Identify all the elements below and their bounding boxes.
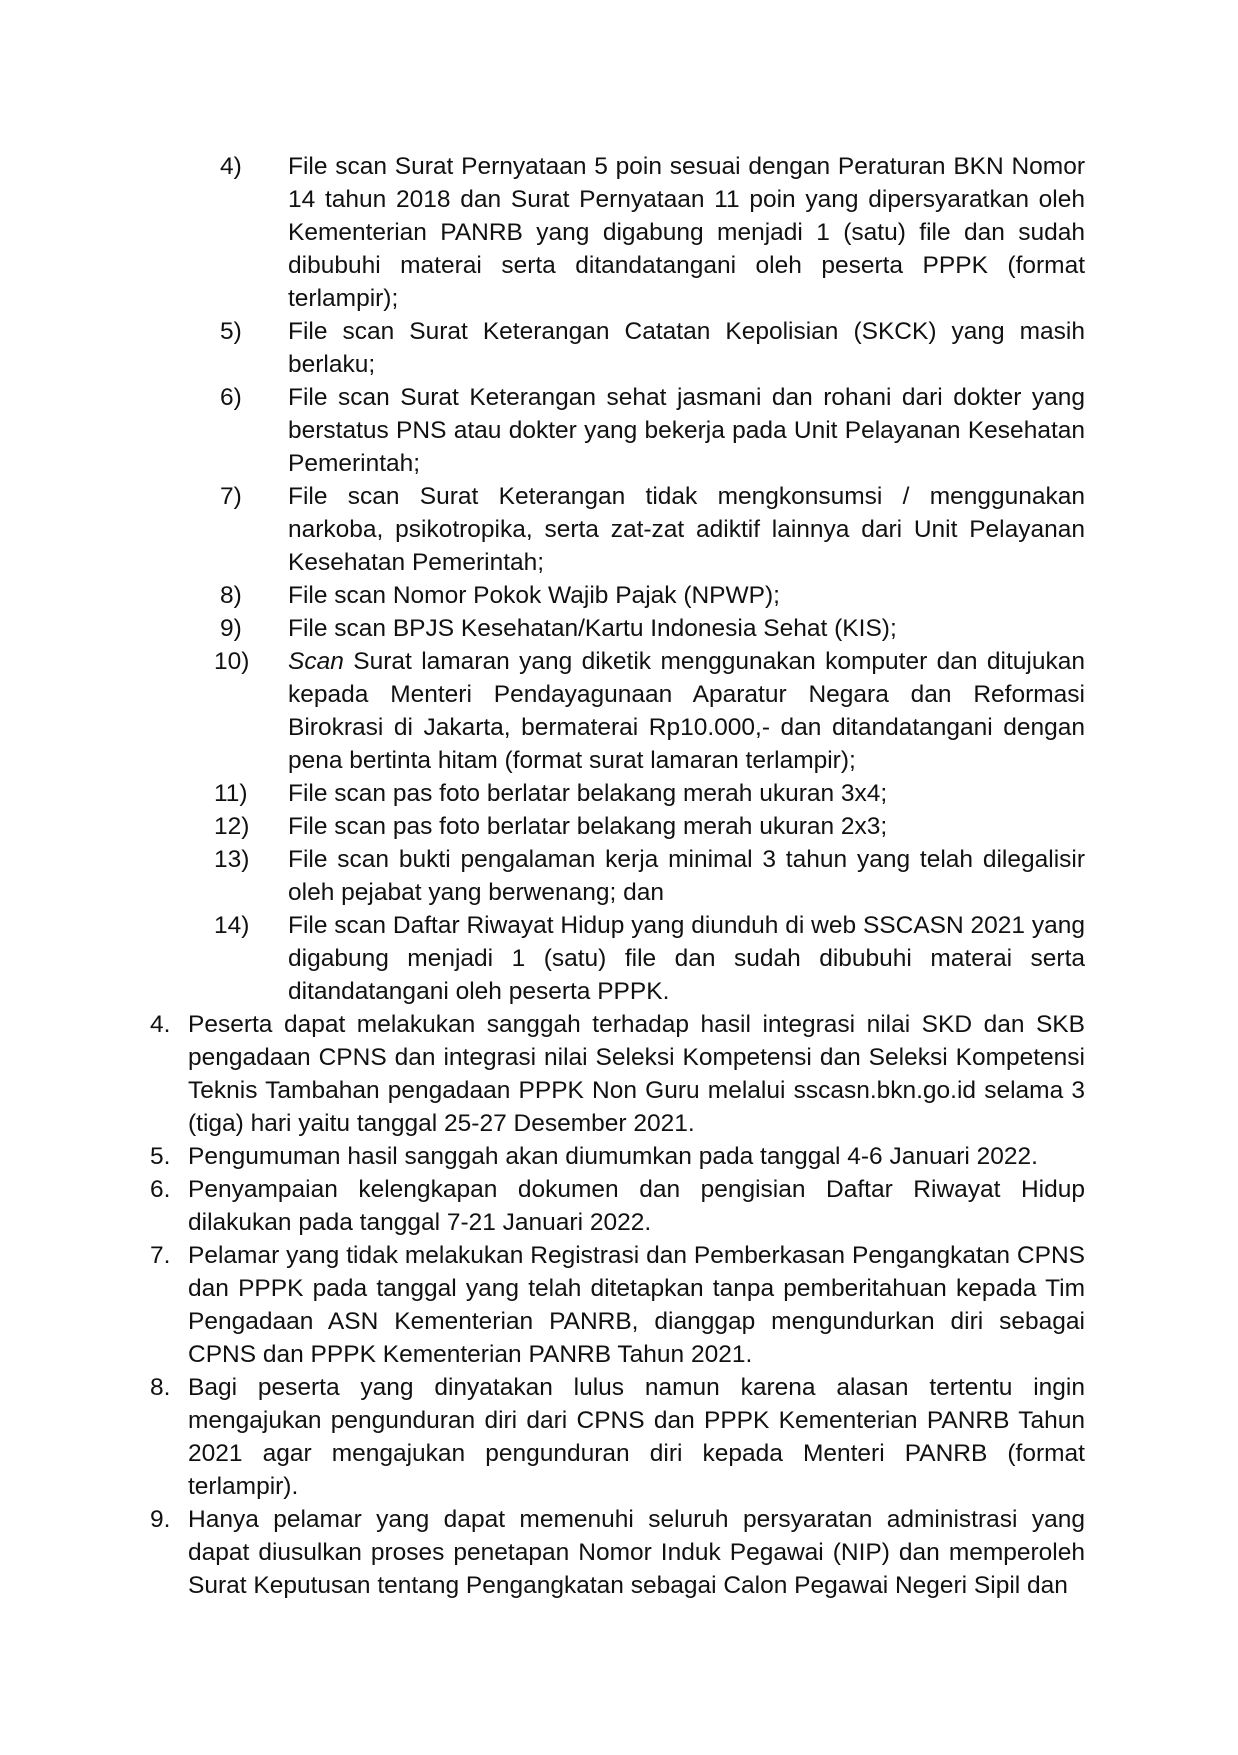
main-item-number: 9. bbox=[150, 1506, 171, 1533]
main-item-text: Pengumuman hasil sanggah akan diumumkan pada tanggal 4-6 Januari 2022. bbox=[188, 1143, 1038, 1170]
sub-item-lead-italic: Scan bbox=[288, 648, 344, 675]
document-body bbox=[150, 150, 1085, 1602]
sub-item-6 bbox=[220, 381, 1085, 480]
main-item-4 bbox=[150, 1008, 1085, 1140]
sub-item-number: 7) bbox=[220, 483, 242, 510]
sub-item-11 bbox=[214, 777, 1085, 810]
sub-item-number: 14) bbox=[214, 912, 250, 939]
main-item-text: Penyampaian kelengkapan dokumen dan pengisian Daftar Riwayat Hidup dilakukan pada tanggal 7-21 Januari 2022. bbox=[188, 1176, 1085, 1236]
sub-item-text: File scan Surat Pernyataan 5 poin sesuai dengan Peraturan BKN Nomor 14 tahun 2018 dan Surat Pernyataan 11 poin yang dipersyaratkan oleh Kementerian PANRB yang digabung menjadi 1 (satu) file dan sudah dibubuhi materai serta ditandatangani oleh peserta PPPK (format terlampir); bbox=[288, 153, 1085, 312]
sub-item-number: 8) bbox=[220, 582, 242, 609]
sub-item-number: 10) bbox=[214, 648, 250, 675]
sub-item-14 bbox=[214, 909, 1085, 1008]
sub-item-text: File scan pas foto berlatar belakang merah ukuran 2x3; bbox=[288, 813, 888, 840]
sub-item-text: File scan BPJS Kesehatan/Kartu Indonesia Sehat (KIS); bbox=[288, 615, 897, 642]
sub-item-text: File scan Daftar Riwayat Hidup yang diunduh di web SSCASN 2021 yang digabung menjadi 1 (satu) file dan sudah dibubuhi materai serta ditandatangani oleh peserta PPPK. bbox=[288, 912, 1085, 1005]
sub-item-7 bbox=[220, 480, 1085, 579]
main-item-number: 8. bbox=[150, 1374, 171, 1401]
sub-item-text: File scan Surat Keterangan tidak mengkonsumsi / menggunakan narkoba, psikotropika, serta zat-zat adiktif lainnya dari Unit Pelayanan Kesehatan Pemerintah; bbox=[288, 483, 1085, 576]
main-item-8 bbox=[150, 1371, 1085, 1503]
sub-item-5 bbox=[220, 315, 1085, 381]
sub-item-number: 5) bbox=[220, 318, 242, 345]
main-item-number: 5. bbox=[150, 1143, 171, 1170]
main-item-text: Peserta dapat melakukan sanggah terhadap hasil integrasi nilai SKD dan SKB pengadaan CPNS dan integrasi nilai Seleksi Kompetensi dan Seleksi Kompetensi Teknis Tambahan pengadaan PPPK Non Guru melalui sscasn.bkn.go.id selama 3 (tiga) hari yaitu tanggal 25-27 Desember 2021. bbox=[188, 1011, 1085, 1137]
sub-item-number: 13) bbox=[214, 846, 250, 873]
sub-item-4 bbox=[220, 150, 1085, 315]
main-item-9 bbox=[150, 1503, 1085, 1602]
sub-item-number: 6) bbox=[220, 384, 242, 411]
main-item-number: 4. bbox=[150, 1011, 171, 1038]
main-item-7 bbox=[150, 1239, 1085, 1371]
sub-item-text: File scan pas foto berlatar belakang merah ukuran 3x4; bbox=[288, 780, 888, 807]
sub-item-text: File scan Surat Keterangan Catatan Kepolisian (SKCK) yang masih berlaku; bbox=[288, 318, 1085, 378]
sub-item-10 bbox=[214, 645, 1085, 777]
main-item-text: Pelamar yang tidak melakukan Registrasi dan Pemberkasan Pengangkatan CPNS dan PPPK pada tanggal yang telah ditetapkan tanpa pemberitahuan kepada Tim Pengadaan ASN Kementerian PANRB, dianggap mengundurkan diri sebagai CPNS dan PPPK Kementerian PANRB Tahun 2021. bbox=[188, 1242, 1085, 1368]
main-item-text: Hanya pelamar yang dapat memenuhi seluruh persyaratan administrasi yang dapat diusulkan proses penetapan Nomor Induk Pegawai (NIP) dan memperoleh Surat Keputusan tentang Pengangkatan sebagai Calon Pegawai Negeri Sipil dan bbox=[188, 1506, 1085, 1599]
main-item-5 bbox=[150, 1140, 1085, 1173]
sub-item-number: 4) bbox=[220, 153, 242, 180]
main-numbered-list bbox=[150, 1008, 1085, 1602]
main-item-number: 6. bbox=[150, 1176, 171, 1203]
main-item-6 bbox=[150, 1173, 1085, 1239]
sub-item-number: 9) bbox=[220, 615, 242, 642]
sub-item-number: 11) bbox=[214, 780, 248, 807]
sub-item-12 bbox=[214, 810, 1085, 843]
main-item-number: 7. bbox=[150, 1242, 171, 1269]
sub-item-text: File scan Surat Keterangan sehat jasmani dan rohani dari dokter yang berstatus PNS atau dokter yang bekerja pada Unit Pelayanan Kesehatan Pemerintah; bbox=[288, 384, 1085, 477]
requirements-sub-list bbox=[214, 150, 1085, 1008]
main-item-text: Bagi peserta yang dinyatakan lulus namun karena alasan tertentu ingin mengajukan pengunduran diri dari CPNS dan PPPK Kementerian PANRB Tahun 2021 agar mengajukan pengunduran diri kepada Menteri PANRB (format terlampir). bbox=[188, 1374, 1085, 1500]
sub-item-13 bbox=[214, 843, 1085, 909]
sub-item-text: Surat lamaran yang diketik menggunakan komputer dan ditujukan kepada Menteri Pendayagunaan Aparatur Negara dan Reformasi Birokrasi di Jakarta, bermaterai Rp10.000,- dan ditandatangani dengan pena bertinta hitam (format surat lamaran terlampir); bbox=[288, 648, 1085, 774]
sub-item-text: File scan bukti pengalaman kerja minimal 3 tahun yang telah dilegalisir oleh pejabat yang berwenang; dan bbox=[288, 846, 1085, 906]
sub-item-number: 12) bbox=[214, 813, 250, 840]
sub-item-9 bbox=[220, 612, 1085, 645]
sub-item-text: File scan Nomor Pokok Wajib Pajak (NPWP); bbox=[288, 582, 780, 609]
sub-item-8 bbox=[220, 579, 1085, 612]
